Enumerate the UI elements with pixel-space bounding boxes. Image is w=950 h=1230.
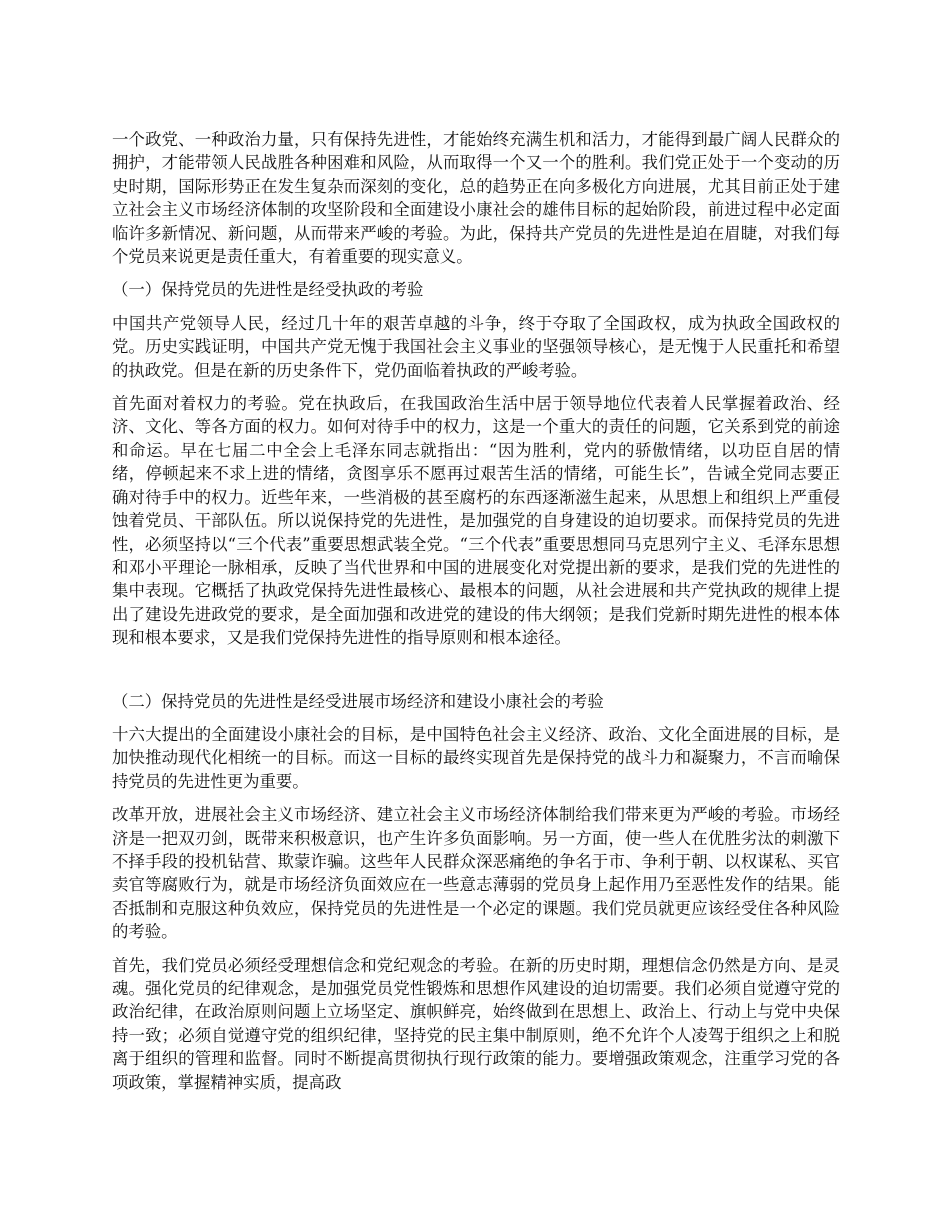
document-body bbox=[112, 128, 840, 1104]
body-paragraph: 首先面对着权力的考验。党在执政后，在我国政治生活中居于领导地位代表着人民掌握着政治、经济、文化、等各方面的权力。如何对待手中的权力，这是一个重大的责任的问题，它关系到党的前途和命运。早在七届二中全会上毛泽东同志就指出：“因为胜利，党内的骄傲情绪，以功臣自居的情绪，停顿起来不求上进的情绪，贪图享乐不愿再过艰苦生活的情绪，可能生长”，告诫全党同志要正确对待手中的权力。近些年来，一些消极的甚至腐朽的东西逐渐滋生起来，从思想上和组织上严重侵蚀着党员、干部队伍。所以说保持党的先进性，是加强党的自身建设的迫切要求。而保持党员的先进性，必须坚持以“三个代表”重要思想武装全党。“三个代表”重要思想同马克思列宁主义、毛泽东思想和邓小平理论一脉相承，反映了当代世界和中国的进展变化对党提出新的要求，是我们党的先进性的集中表现。它概括了执政党保持先进性最核心、最根本的问题，从社会进展和共产党执政的规律上提出了建设先进政党的要求，是全面加强和改进党的建设的伟大纲领；是我们党新时期先进性的根本体现和根本要求，又是我们党保持先进性的指导原则和根本途径。 bbox=[112, 394, 840, 648]
body-paragraph: 十六大提出的全面建设小康社会的目标，是中国特色社会主义经济、政治、文化全面进展的目标，是加快推动现代化相统一的目标。而这一目标的最终实现首先是保持党的战斗力和凝聚力，不言而喻保持党员的先进性更为重要。 bbox=[112, 724, 840, 791]
section-heading-2: （二）保持党员的先进性是经受进展市场经济和建设小康社会的考验 bbox=[112, 691, 604, 711]
body-paragraph: 改革开放，进展社会主义市场经济、建立社会主义市场经济体制给我们带来更为严峻的考验。市场经济是一把双刃剑，既带来积极意识，也产生许多负面影响。另一方面，使一些人在优胜劣汰的刺激下不择手段的投机钻营、欺蒙诈骗。这些年人民群众深恶痛绝的争名于市、争利于朝、以权谋私、买官卖官等腐败行为，就是市场经济负面效应在一些意志薄弱的党员身上起作用乃至恶性发作的结果。能否抵制和克服这种负效应，保持党员的先进性是一个必定的课题。我们党员就更应该经受住各种风险的考验。 bbox=[112, 805, 840, 942]
body-paragraph: 首先，我们党员必须经受理想信念和党纪观念的考验。在新的历史时期，理想信念仍然是方向、是灵魂。强化党员的纪律观念，是加强党员党性锻炼和思想作风建设的迫切需要。我们必须自觉遵守党的政治纪律，在政治原则问题上立场坚定、旗帜鲜亮，始终做到在思想上、政治上、行动上与党中央保持一致；必须自觉遵守党的组织纪律，坚持党的民主集中制原则，绝不允许个人凌驾于组织之上和脱离于组织的管理和监督。同时不断提高贯彻执行现行政策的能力。要增强政策观念，注重学习党的各项政策，掌握精神实质，提高政 bbox=[112, 955, 840, 1092]
section-heading-1: （一）保持党员的先进性是经受执政的考验 bbox=[112, 280, 424, 300]
body-paragraph: 中国共产党领导人民，经过几十年的艰苦卓越的斗争，终于夺取了全国政权，成为执政全国政权的党。历史实践证明，中国共产党无愧于我国社会主义事业的坚强领导核心，是无愧于人民重托和希望的执政党。但是在新的历史条件下，党仍面临着执政的严峻考验。 bbox=[112, 313, 840, 380]
intro-paragraph: 一个政党、一种政治力量，只有保持先进性，才能始终充满生机和活力，才能得到最广阔人民群众的拥护，才能带领人民战胜各种困难和风险，从而取得一个又一个的胜利。我们党正处于一个变动的历史时期，国际形势正在发生复杂而深刻的变化，总的趋势正在向多极化方向进展，尤其目前正处于建立社会主义市场经济体制的攻坚阶段和全面建设小康社会的雄伟目标的起始阶段，前进过程中必定面临许多新情况、新问题，从而带来严峻的考验。为此，保持共产党员的先进性是迫在眉睫，对我们每个党员来说更是责任重大，有着重要的现实意义。 bbox=[112, 130, 840, 267]
